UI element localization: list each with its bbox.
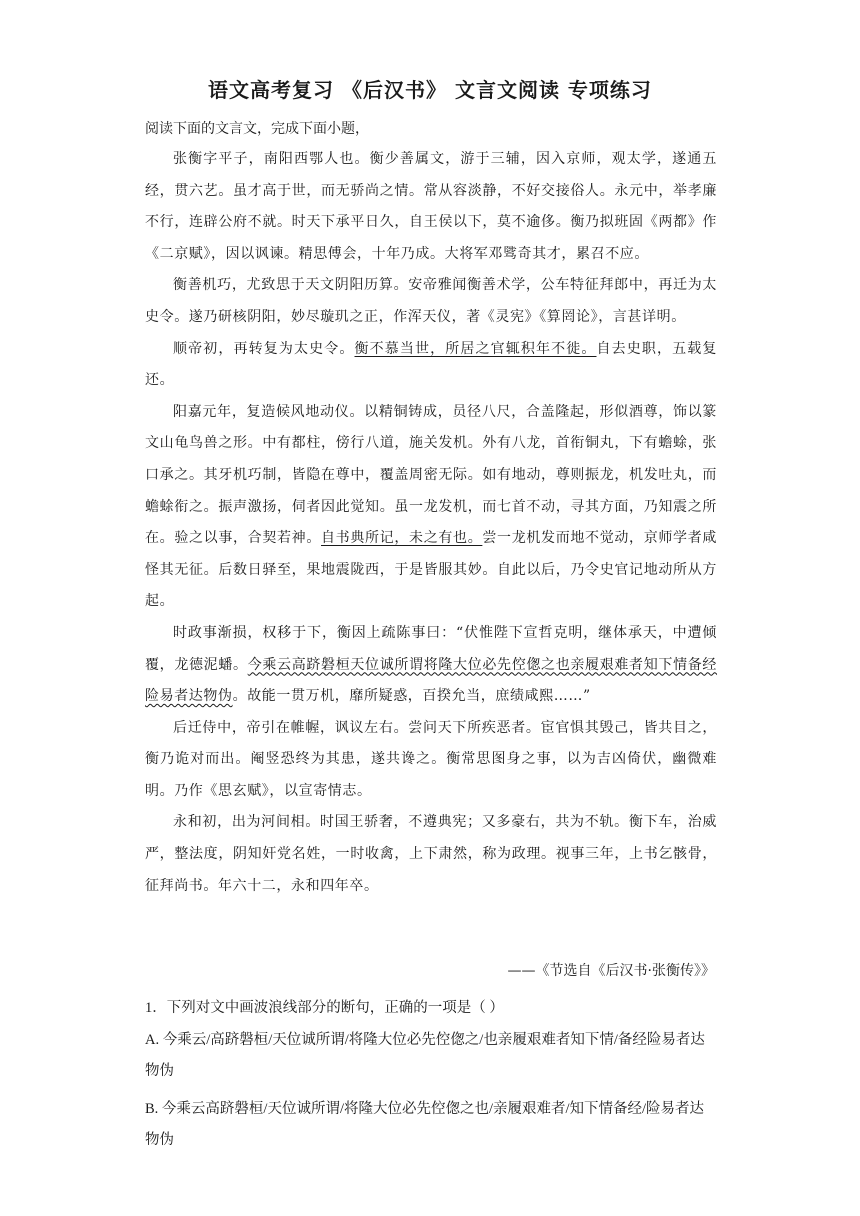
paragraph-3-text-a: 顺帝初，再转复为太史令。: [173, 340, 355, 357]
instruction-text: 阅读下面的文言文，完成下面小题，: [145, 121, 369, 137]
paragraph-4-text-a: 阳嘉元年，复造候风地动仪。以精铜铸成，员径八尺，合盖隆起，形似酒尊，饰以篆文山龟鸟兽之形。中有都柱，傍行八道，施关发机。外有八龙，首衔铜丸，下有蟾蜍，张口承之。其牙机巧制，皆隐在尊中，覆盖周密无际。如有地动，尊则振龙，机发吐丸，而蟾蜍衔之。振声激扬，伺者因此觉知。虽一龙发机，而七首不动，寻其方面，乃知震之所在。验之以事，合契若神。: [145, 403, 717, 547]
option-a: A. 今乘云/高跻磐桓/天位诚所谓/将隆大位必先倥偬之/也亲履艰难者知下情/备经险易者达物伪: [145, 1032, 705, 1079]
underlined-sentence-1: 衡不慕当世，所居之官辄积年不徙。: [354, 340, 597, 357]
underlined-sentence-2: 自书典所记，未之有也。: [321, 530, 483, 547]
wavy-underlined-passage: 今乘云高跻磐桓天位诚所谓将隆大位必先倥偬之也亲履艰难者知下情备经险易者达物伪: [145, 656, 718, 705]
page-title: 语文高考复习 《后汉书》 文言文阅读 专项练习: [208, 78, 652, 102]
source-citation: ——《节选自《后汉书·张衡传》》: [507, 963, 715, 979]
paragraph-5-text-c: 。故能一贯万机，靡所疑惑，百揆允当，庶绩咸熙……”: [232, 688, 591, 705]
paragraph-5-text-a: 时政事渐损，权移于下，衡因上疏陈事曰：“伏惟陛下宣哲克明，继体承天，中遭倾覆，龙德泥蟠。: [145, 624, 717, 673]
paragraph-3-text-c: 自去史职，五载复还。: [145, 340, 717, 389]
paragraph-6: 后迁侍中，帝引在帷幄，讽议左右。尝问天下所疾恶者。宦官惧其毁己，皆共目之，衡乃诡对而出。阉竖恐终为其患，遂共谗之。衡常思图身之事，以为吉凶倚伏，幽微难明。乃作《思玄赋》，以宣寄情志。: [145, 719, 717, 799]
paragraph-2: 衡善机巧，尤致思于天文阴阳历算。安帝雅闻衡善术学，公车特征拜郎中，再迁为太史令。遂乃研核阴阳，妙尽璇玑之正，作浑天仪，著《灵宪》《算罔论》，言甚详明。: [145, 277, 717, 325]
paragraph-5: [145, 618, 717, 713]
paragraph-7: 永和初，出为河间相。时国王骄奢，不遵典宪；又多豪右，共为不轨。衡下车，治威严，整法度，阴知奸党名姓，一时收禽，上下肃然，称为政理。视事三年，上书乞骸骨，征拜尚书。年六十二，永和四年卒。: [145, 814, 717, 894]
paragraph-4: [145, 397, 717, 618]
question-1-stem: 1．下列对文中画波浪线部分的断句，正确的一项是（ ）: [145, 1000, 504, 1016]
paragraph-4-text-c: 尝一龙机发而地不觉动，京师学者咸怪其无征。后数日驿至，果地震陇西，于是皆服其妙。自此以后，乃令史官记地动所从方起。: [145, 530, 717, 610]
option-b: B. 今乘云高跻磐桓/天位诚所谓/将隆大位必先倥偬之也/亲履艰难者/知下情备经/险易者达物伪: [145, 1101, 705, 1148]
paragraph-1: 张衡字平子，南阳西鄂人也。衡少善属文，游于三辅，因入京师，观太学，遂通五经，贯六艺。虽才高于世，而无骄尚之情。常从容淡静，不好交接俗人。永元中，举孝廉不行，连辟公府不就。时天下承平日久，自王侯以下，莫不逾侈。衡乃拟班固《两都》作《二京赋》，因以讽谏。精思傅会，十年乃成。大将军邓骘奇其才，累召不应。: [145, 151, 717, 262]
classical-passage: [145, 144, 717, 902]
paragraph-3: [145, 334, 717, 397]
